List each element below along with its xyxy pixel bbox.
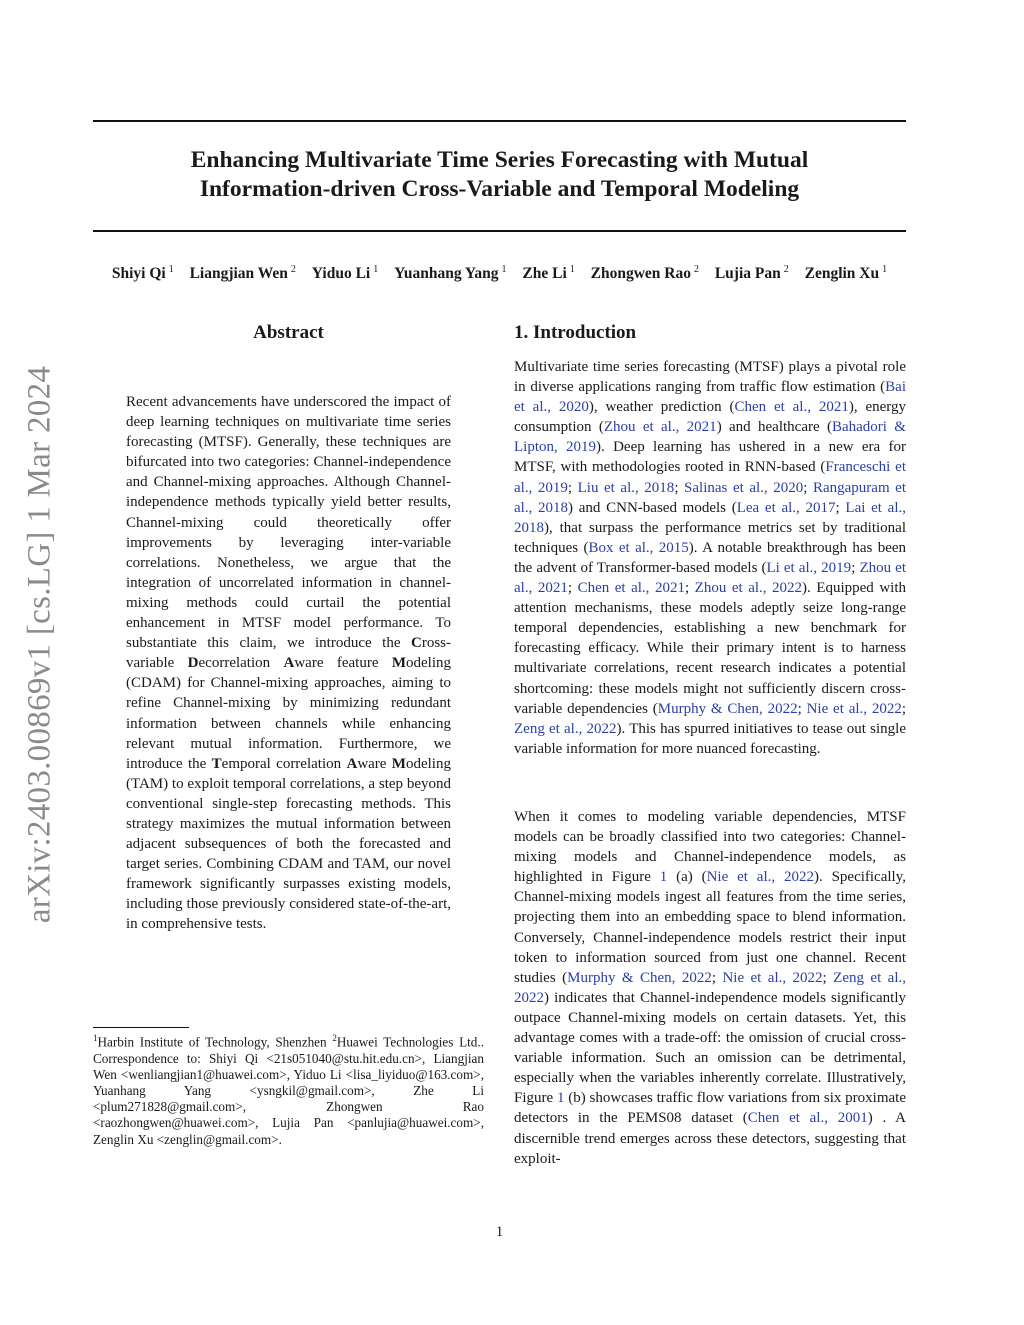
paragraph-text: ; — [684, 580, 695, 597]
author: Liangjian Wen $^2$ — [189, 264, 296, 283]
author: Shiyi Qi $^1$ — [111, 264, 174, 283]
arxiv-id: arXiv:2403.00869v1 [cs.LG] 1 Mar 2024 — [21, 365, 58, 924]
introduction-paragraph-1 — [514, 357, 906, 759]
paragraph-text: ; — [851, 559, 860, 576]
paragraph-text: ; — [901, 700, 907, 717]
citation-link[interactable]: Bahadori & Lipton, 2019 — [514, 419, 906, 456]
page-number: 1 — [495, 1224, 504, 1240]
paragraph-text: ), that surpass the performance metrics set by traditional techniques ( — [514, 519, 906, 556]
paragraph-text: ; — [803, 479, 813, 496]
citation-link[interactable]: Liu et al., 2018 — [577, 479, 675, 496]
author: Yiduo Li $^1$ — [311, 264, 379, 283]
paragraph-text: (b) showcases traffic flow variations from six proximate detectors in the PEMS08 dataset ( — [514, 1090, 906, 1127]
citation-link[interactable]: Lea et al., 2017 — [736, 499, 836, 516]
paragraph-text: ) and CNN-based models ( — [568, 499, 737, 516]
introduction-heading: 1. Introduction — [514, 322, 637, 343]
citation-link[interactable]: Murphy & Chen, 2022 — [657, 700, 798, 717]
title-line-2: Information-driven Cross-Variable and Temporal Modeling — [199, 176, 800, 202]
paragraph-text: ) and healthcare ( — [716, 419, 832, 436]
author: Yuanhang Yang $^1$ — [394, 264, 507, 283]
citation-link[interactable]: Chen et al., 2021 — [734, 399, 849, 416]
paragraph-text: ), weather prediction ( — [588, 399, 735, 416]
paragraph-text: ; — [567, 580, 578, 597]
paragraph-text: When it comes to modeling variable dependencies, MTSF models can be broadly classified into two categories: Channel-mixing models and Channel-independence models, as highlighted in Figure — [514, 809, 906, 886]
citation-link[interactable]: Franceschi et al., 2019 — [514, 459, 906, 496]
citation-link[interactable]: Zeng et al., 2022 — [514, 969, 906, 1006]
paragraph-text: ; — [674, 479, 685, 496]
paper-title — [93, 146, 906, 204]
paragraph-text: ). Equipped with attention mechanisms, these models adeptly seize long-range temporal dependencies, establishing a new benchmark for forecasting efficacy. While their primary intent is to harness multivariate correlations, recent research indicates a potential shortcoming: these models might not sufficiently discern cross-variable dependencies ( — [514, 580, 906, 717]
paragraph-text: Multivariate time series forecasting (MTSF) plays a pivotal role in diverse applications ranging from traffic flow estimation ( — [514, 359, 906, 396]
citation-link[interactable]: Rangapuram et al., 2018 — [514, 479, 906, 516]
paragraph-text: ). Deep learning has ushered in a new era for MTSF, with methodologies rooted in RNN-based ( — [514, 439, 906, 476]
paragraph-text: ) indicates that Channel-independence models significantly outpace Channel-mixing models on certain datasets. Yet, this advantage comes with a trade-off: the omission of crucial cross-variable information. Such an omission can be detrimental, especially when the variables inherently correlate. Illustratively, Figure — [514, 989, 906, 1107]
paragraph-text: ; — [835, 499, 846, 516]
author-list — [93, 264, 906, 283]
paragraph-text: ) . A discernible trend emerges across these detectors, suggesting that exploit- — [514, 1110, 906, 1167]
author: Lujia Pan $^2$ — [714, 264, 789, 283]
citation-link[interactable]: Zhou et al., 2022 — [694, 580, 803, 597]
paragraph-text: ), energy consumption ( — [514, 399, 906, 436]
citation-link[interactable]: Chen et al., 2001 — [747, 1110, 868, 1127]
introduction-paragraph-2 — [514, 807, 906, 1169]
paragraph-text: ). This has spurred initiatives to tease out single variable information for more nuanced forecasting. — [514, 720, 906, 757]
citation-link[interactable]: Zhou et al., 2021 — [514, 559, 906, 597]
citation-link[interactable]: Zeng et al., 2022 — [514, 720, 617, 737]
title-line-1: Enhancing Multivariate Time Series Forecasting with Mutual — [190, 147, 809, 173]
citation-link[interactable]: Zhou et al., 2021 — [603, 419, 717, 436]
paragraph-text: (a) ( — [667, 869, 707, 886]
citation-link[interactable]: 1 — [556, 1090, 565, 1107]
citation-link[interactable]: Li et al., 2019 — [766, 559, 852, 576]
citation-link[interactable]: Chen et al., 2021 — [577, 580, 685, 597]
citation-link[interactable]: Murphy & Chen, 2022 — [567, 969, 712, 986]
citation-link[interactable]: Nie et al., 2022 — [806, 700, 902, 717]
citation-link[interactable]: Salinas et al., 2020 — [684, 479, 804, 496]
paragraph-text: ; — [797, 700, 807, 717]
abstract-heading: Abstract — [253, 322, 324, 343]
author: Zhe Li $^1$ — [522, 264, 575, 283]
citation-link[interactable]: Box et al., 2015 — [588, 539, 689, 556]
footnote-rule — [93, 1027, 189, 1028]
paragraph-text: ). A notable breakthrough has been the advent of Transformer-based models ( — [514, 539, 907, 576]
author: Zhongwen Rao $^2$ — [590, 264, 699, 283]
title-rule-top — [93, 120, 906, 122]
affiliation-footnote: $^1$Harbin Institute of Technology, Shenzhen $^2$Huawei Technologies Ltd.. Correspondence to: Shiyi Qi <21s051040@stu.hit.edu.cn>, Liangjian Wen <wenliangjian1@huawei.com>, Yiduo Li <lisa_liyiduo@163.com>, Yuanhang Yang <ysngkil@gmail.com>, Zhe Li <plum271828@gmail.com>, Zhongwen Rao <raozhongwen@huawei.com>, Lujia Pan <panlujia@huawei.com>, Zenglin Xu <zenglin@gmail.com>. — [93, 1033, 484, 1147]
paragraph-text: ; — [711, 969, 723, 986]
abstract-text: Recent advancements have underscored the impact of deep learning techniques on multivariate time series forecasting (MTSF). Generally, these techniques are bifurcated into two categories: Channel-independence and Channel-mixing approaches. Although Channel-independence methods typically yield better results, Channel-mixing could theoretically offer improvements by leveraging inter-variable correlations. Nonetheless, we argue that the integration of uncorrelated information in channel-mixing methods could curtail the potential enhancement in MTSF model performance. To substantiate this claim, we introduce the Cross-variable Decorrelation Aware feature Modeling (CDAM) for Channel-mixing approaches, aiming to refine Channel-mixing by minimizing redundant information between channels while enhancing relevant mutual information. Furthermore, we introduce the Temporal correlation Aware Modeling (TAM) to exploit temporal correlations, a step beyond conventional single-step forecasting methods. This strategy maximizes the mutual information between adjacent subsequences of both the forecasted and target series. Combining CDAM and TAM, our novel framework significantly surpasses existing models, including those previously considered state-of-the-art, in comprehensive tests. — [126, 394, 452, 933]
title-rule-bottom — [93, 230, 906, 232]
citation-link[interactable]: Lai et al., 2018 — [514, 499, 907, 536]
paragraph-text: ; — [822, 969, 834, 986]
citation-link[interactable]: Nie et al., 2022 — [722, 969, 823, 986]
citation-link[interactable]: Nie et al., 2022 — [706, 869, 814, 886]
citation-link[interactable]: 1 — [659, 869, 668, 886]
paragraph-text: ). Specifically, Channel-mixing models ingest all features from the time series, projecting them into an embedding space to blend information. Conversely, Channel-independence models restrict their input token to information sourced from just one channel. Recent studies ( — [514, 869, 906, 986]
citation-link[interactable]: Bai et al., 2020 — [514, 379, 906, 416]
author: Zenglin Xu $^1$ — [804, 264, 888, 283]
paragraph-text: ; — [567, 479, 578, 496]
